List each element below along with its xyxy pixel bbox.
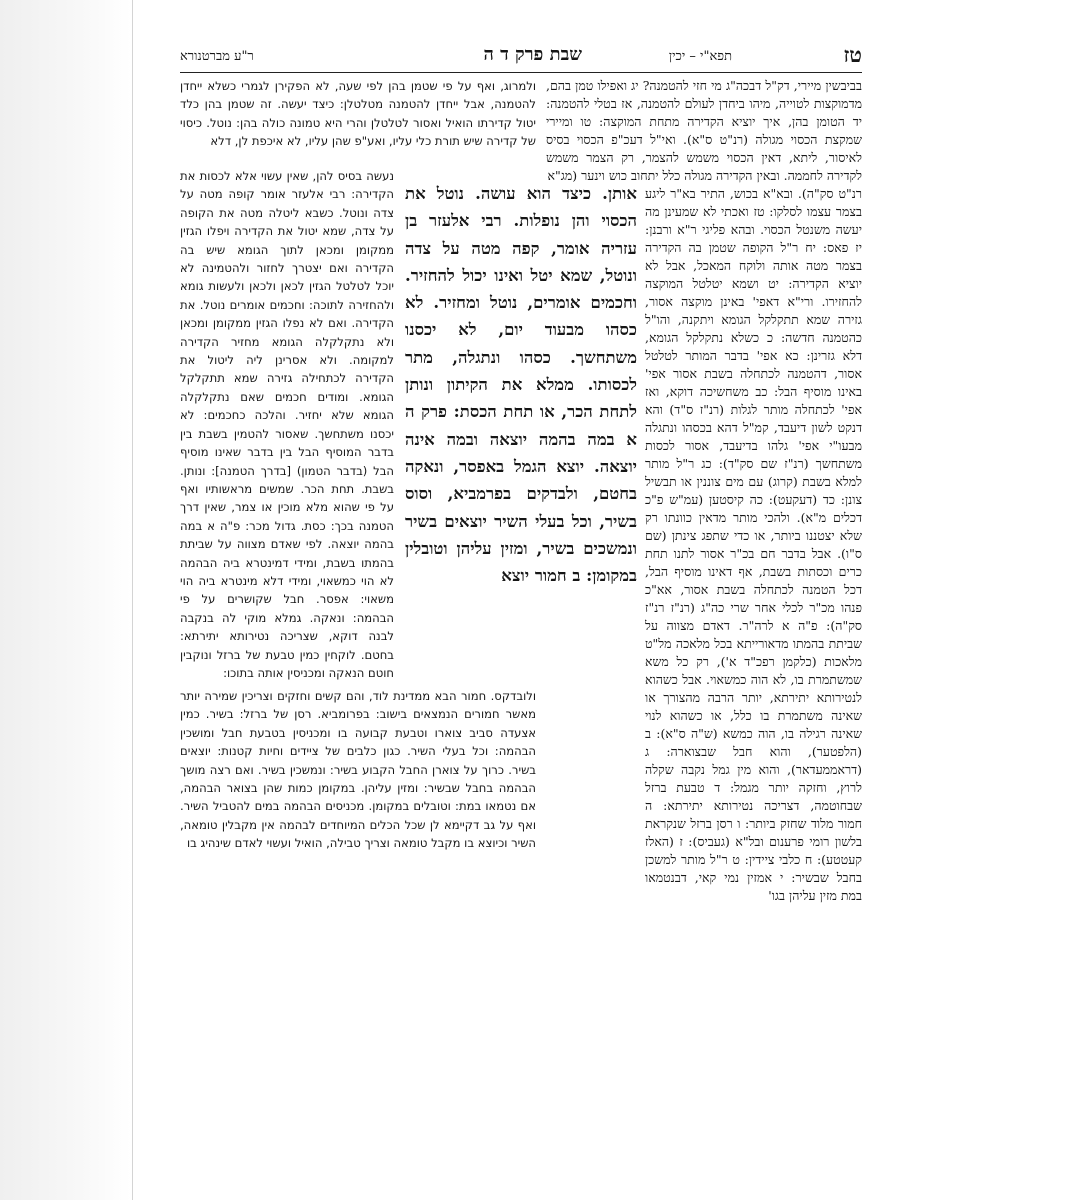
bartenura-text: ולמרוג, ואף על פי שטמן בהן לפי שעה, לא הפקירן לגמרי כשלא ייחדן להטמנה, אבל ייחדן להטמנה מטלטלן: כיצד יעשה. זה שטמן בהן כלד יטול קדירתו הואיל ואסור לטלטלן והרי היא טמונה כולה בהן: נוטל. כיסוי של קדירה שיש תורת כלי עליו, ואע"פ שהן עליו, לא איכפת לן, דלא [180,79,536,149]
tiferet-yisrael-top [546,77,862,185]
tiferet-yisrael-bottom [546,905,862,1112]
running-head-title: שבת פרק ד ה [483,44,582,65]
running-head-commentary: תפא"י – יכין [668,49,732,64]
bartenura-column [180,167,394,687]
tiferet-yisrael-column [645,185,862,905]
page-binding-shadow [0,0,132,1200]
page-edge-line [132,0,133,1200]
header-rule [180,72,862,73]
tiferet-yisrael-text: בביבשין מיירי, דק"ל דבכה"ג מי חזי להטמנה? יג ואפילו טמן בהם, מדמוקצות לטוייה, מיהו ביחדן לעולם להטמנה, אז בטלי להטמנה: יד הטומן בהן, איך יוציא הקדירה מתחת המוקצה: טו ומיירי שמקצת הכסוי מגולה (רנ"ט ס"א). ואי"ל דעכ"פ הכסוי בסיס לאיסור, ליתא, דאין הכסוי משמש להצמר, רק הצמר משמש לקדירה לחממה. ובאין הקדירה מגולה כלל יתחוב כוש וינער (מג"א [546,78,862,183]
page-header [180,42,862,72]
bartenura-bottom [180,687,536,1112]
bartenura-top [180,77,536,167]
bartenura-text-cont: נעשה בסיס להן, שאין עשוי אלא לכסות את הקדירה: רבי אלעזר אומר קופה מטה על צדה ונוטל. כשבא ליטלה מטה את הקופה על צדה, שמא יטול את הקדירה ויפלו הגזין ממקומן ומכאן לתוך הגומא שיש בה הקדירה ואם יצטרך לחזור ולהטמינה לא יוכל לטלטל הגזין לכאן ולכאן ולעשות גומא ולהחזירה לתוכה: וחכמים אומרים נוטל. את הקדירה. ואם לא נפלו הגזין ממקומן ומכאן ולא נתקלקלה הגומא מחזיר הקדירה למקומה. ולא אסרינן ליה ליטול את הקדירה לכתחילה גזירה שמא תתקלקל הגומא. ומודים חכמים שאם נתקלקלה הגומא שלא יחזיר. והלכה כחכמים: לא יכסנו משתחשך. שאסור להטמין בשבת בין בדבר המוסיף הבל בין בדבר שאינו מוסיף הבל (בדבר הטמון) [בדרך הטמנה]: ונותן. בשבת. תחת הכר. שמשים מראשותיו ואף על פי שהוא מלא מוכין או צמר, שאין דרך הטמנה בכך: כסת. גדול מכר: פ"ה א במה בהמה יוצאה. לפי שאדם מצווה על שביתת בהמתו בשבת, ומידי דמינטרא ביה הבהמה לא הוי כמשאוי, ומידי דלא מינטרא ביה הוי משאוי: אפסר. חבל שקושרים על פי הבהמה: ונאקה. גמלא מוקי לה בנקבה לבנה דוקא, שצריכה נטירותא יתירתא: בחטם. לוקחין כמין טבעת של ברזל ונוקבין חוטם הנאקה ומכניסין אותה בתוכו: [180,169,394,680]
tiferet-yisrael-text-cont: רנ"ט סק"ה). ובא"א בכוש, התיר בא"ר ליגע בצמר עצמו לסלקו: טז ואכתי לא שמעינן מה יעשה משנטל הכסוי. ובהא פליגי ר"א ורבנן: יז פאס: יח ר"ל הקופה שטמן בה הקדירה בצמר מטה אותה ולוקח המאכל, אבל לא יוציא הקדירה: יט ושמא יטלטל המוקצה להחזירו. ורי"א דאפי' באינן מוקצה אסור, גזירה שמא תתקלקל הגומא ויתקנה, והו"ל כהטמנה חדשה: כ כשלא נתקלקל הגומא, דלא גזרינן: כא אפי' בדבר המותר לטלטל אסור, דהטמנה לכתחלה בשבת אסור אפי' באינו מוסיף הבל: כב משחשיכה דוקא, ואז אפי' לכתחלה מותר לגלות (רנ"ז ס"ד) והא דנקט לשון דיעבד, קמ"ל דהא בכסהו ונתגלה מבעו"י אפי' גלהו בדיעבד, אסור לכסות משתחשך (רנ"ז שם סק"ד): כג ר"ל מותר למלא בשבת (קרוג) עם מים צוננין או תבשיל צונן: כד (דעקעט): כה קיסטען (עמ"ש פ"כ דכלים מ"א). ולהכי מותר מדאין כוונתו רק שלא יצטננו ביותר, או כדי שתפג צינתן (שם ס"ו). אבל בדבר חם בכ"ר אסור לתנו תחת כרים וכסתות בשבת, אף דאינו מוסיף הבל, דכל הטמנה לכתחלה בשבת אסור, אא"כ פנהו מכ"ר לכלי אחר שרי כה"ג (רנ"ז רנ"ז סק"ה): פ"ה א לרה"ר. דאדם מצווה על שביתת בהמתו מדאורייתא בכל מלאכה מל"ט מלאכות (כלקמן רפכ"ד א'), רק כל משא שמשתמרת בו, לא הוה כמשאוי. אבל כשהוא לנטירותא יתירתא, יותר הרבה מהצורך או שאינה משתמרת בו כלל, או כשהוא לנוי שאינה רגילה בו, הוה כמשא (ש"ה ס"א): ב (הלפטער), והוא חבל שבצוארה: ג (דראממעדאר), והוא מין גמל נקבה שקלה לרוץ, וחזקה יותר מגמל: ד טבעת ברזל שבחוטמה, דצריכה נטירותא יתירתא: ה חמור מלוד שחזק ביותר: ו רסן ברזל שנקראת בלשון רומי פרענום ובל"א (געביס): ז (האלז קעטטע): ח כלבי ציידין: ט ר"ל מותר למשכן בחבל שבשיר: י אמזין נמי קאי, דבנטמאו במת מזין עליהן בגו' [645,186,862,903]
mishnah-text: אותן. כיצד הוא עושה. נוטל את הכסוי והן נופלות. רבי אלעזר בן עזריה אומר, קפה מטה על צדה ונוטל, שמא יטל ואינו יכול להחזיר. וחכמים אומרים, נוטל ומחזיר. לא כסהו מבעוד יום, לא יכסנו משתחשך. כסהו ונתגלה, מתר לכסותו. ממלא את הקיתון ונותן לתחת הכר, או תחת הכסת: פרק ה א במה בהמה יוצאה ובמה אינה יוצאה. יוצא הגמל באפסר, ונאקה בחטם, ולבדקים בפרמביא, וסוס בשיר, וכל בעלי השיר יוצאים בשיר ונמשכים בשיר, ומזין עליהן וטובלין במקומן: ב חמור יוצא [405,184,637,586]
page-number: טז [843,42,862,67]
bartenura-text-end: ולובדקס. חמור הבא ממדינת לוד, והם קשים וחזקים וצריכין שמירה יותר מאשר חמורים הנמצאים בישוב: בפרומביא. רסן של ברזל: בשיר. כמין אצעדה סביב צוארו וטבעת קבועה בו ומכניסין בטבעת חבל ומושכין הבהמה: וכל בעלי השיר. כגון כלבים של ציידים וחיות קטנות: יוצאים בשיר. כרוך על צוארן החבל הקבוע בשיר: ונמשכין בשיר. ואם רצה מושך הבהמה בחבל שבשיר: ומזין עליהן. במקומן כמות שהן בצואר הבהמה, אם נטמאו במת: וטובלים במקומן. מכניסים הבהמה במים להטביל השיר. ואף על גב דקיימא לן שכל הכלים המיוחדים לבהמה אין מקבלין טומאה, השיר וכיוצא בו מקבל טומאה וצריך טבילה, הואיל ועשוי לאדם שינהיג בו [180,689,536,851]
running-head-bartenura: ר"ע מברטנורא [180,49,254,64]
